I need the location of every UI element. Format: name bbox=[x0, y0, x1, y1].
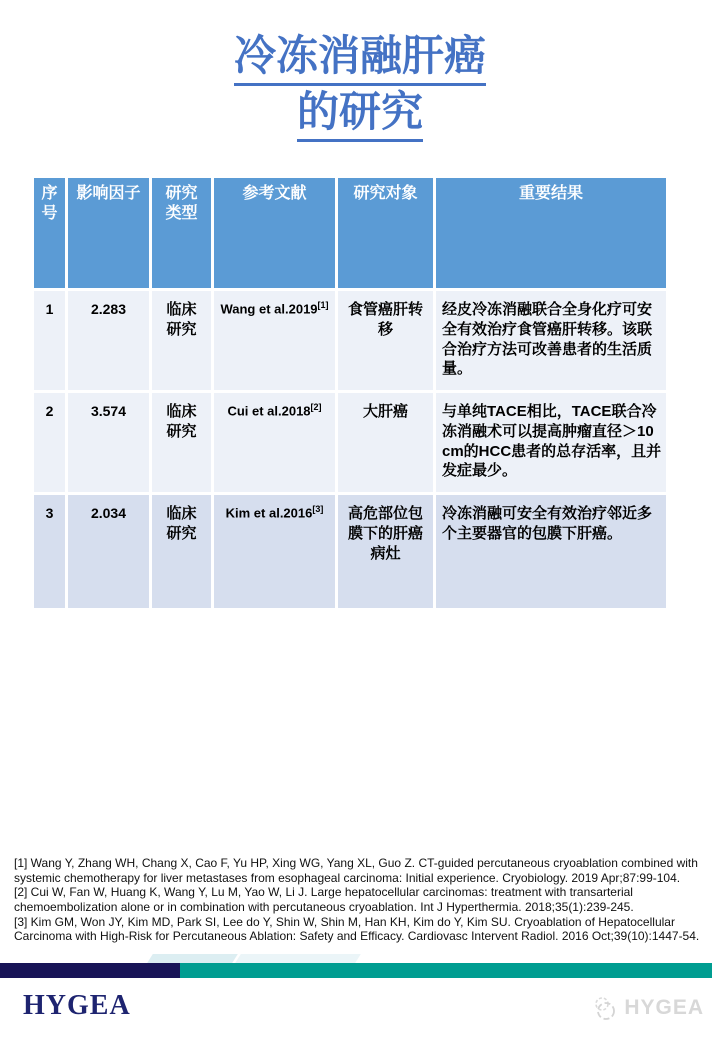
reference-superscript: [3] bbox=[312, 504, 324, 514]
footer-bar-teal bbox=[180, 963, 712, 978]
cell-study-type: 临床研究 bbox=[152, 495, 211, 608]
brand-logo-text: HYGEA bbox=[23, 990, 131, 1021]
cell-study-type: 临床研究 bbox=[152, 291, 211, 390]
cell-no: 2 bbox=[34, 393, 65, 492]
cell-reference: Wang et al.2019[1] bbox=[214, 291, 335, 390]
table-row bbox=[34, 291, 666, 390]
hygea-logo-icon bbox=[591, 994, 619, 1022]
watermark bbox=[591, 994, 704, 1022]
page-title bbox=[0, 30, 720, 142]
column-header-no: 序号 bbox=[34, 178, 65, 288]
watermark-text: HYGEA bbox=[624, 996, 704, 1019]
table-header-row bbox=[34, 178, 666, 288]
column-header-subject: 研究对象 bbox=[338, 178, 433, 288]
cell-impact-factor: 3.574 bbox=[68, 393, 149, 492]
cell-subject: 大肝癌 bbox=[338, 393, 433, 492]
reference-item: [2] Cui W, Fan W, Huang K, Wang Y, Lu M, Yao W, Li J. Large hepatocellular carcinomas: treatment with transarterial chemoembolization alone or in combination with percutaneous cryoablation. Int J Hyperthermia. 2018;35(1):239-245. bbox=[14, 885, 634, 914]
reference-item: [3] Kim GM, Won JY, Kim MD, Park SI, Lee do Y, Shin W, Shin M, Han KH, Kim do Y, Kim SU. Cryoablation of Hepatocellular Carcinoma with High-Risk for Percutaneous Ablation: Safety and Efficacy. Cardiovasc Intervent Radiol. 2016 Oct;39(10):1447-54. bbox=[14, 914, 700, 944]
studies-table bbox=[31, 175, 669, 611]
reference-superscript: [1] bbox=[317, 300, 329, 310]
cell-reference: Kim et al.2016[3] bbox=[214, 495, 335, 608]
reference-list bbox=[14, 856, 708, 944]
cell-result: 冷冻消融可安全有效治疗邻近多个主要器官的包膜下肝癌。 bbox=[436, 495, 666, 608]
column-header-impact-factor: 影响因子 bbox=[68, 178, 149, 288]
reference-superscript: [2] bbox=[310, 402, 322, 412]
footer-bar-navy bbox=[0, 963, 180, 978]
cell-reference: Cui et al.2018[2] bbox=[214, 393, 335, 492]
cell-result: 经皮冷冻消融联合全身化疗可安全有效治疗食管癌肝转移。该联合治疗方法可改善患者的生活质量。 bbox=[436, 291, 666, 390]
table-row bbox=[34, 393, 666, 492]
footer-accent-wedge bbox=[235, 954, 361, 963]
page-title-line-1: 冷冻消融肝癌 bbox=[234, 30, 486, 86]
reference-item: [1] Wang Y, Zhang WH, Chang X, Cao F, Yu HP, Xing WG, Yang XL, Guo Z. CT-guided percutaneous cryoablation combined with systemic chemotherapy for liver metastases from esophageal carcinoma: Initial experience. Cryobiology. 2019 Apr;87:99-104. bbox=[14, 856, 698, 885]
cell-no: 1 bbox=[34, 291, 65, 390]
cell-impact-factor: 2.034 bbox=[68, 495, 149, 608]
footer-accent-wedge bbox=[147, 954, 238, 963]
cell-subject: 食管癌肝转移 bbox=[338, 291, 433, 390]
cell-study-type: 临床研究 bbox=[152, 393, 211, 492]
cell-no: 3 bbox=[34, 495, 65, 608]
cell-impact-factor: 2.283 bbox=[68, 291, 149, 390]
cell-result: 与单纯TACE相比，TACE联合冷冻消融术可以提高肿瘤直径＞10 cm的HCC患者的总存活率，且并发症最少。 bbox=[436, 393, 666, 492]
table-row bbox=[34, 495, 666, 608]
column-header-study-type: 研究类型 bbox=[152, 178, 211, 288]
page-title-line-2: 的研究 bbox=[297, 86, 423, 142]
column-header-reference: 参考文献 bbox=[214, 178, 335, 288]
column-header-result: 重要结果 bbox=[436, 178, 666, 288]
cell-subject: 高危部位包膜下的肝癌病灶 bbox=[338, 495, 433, 608]
